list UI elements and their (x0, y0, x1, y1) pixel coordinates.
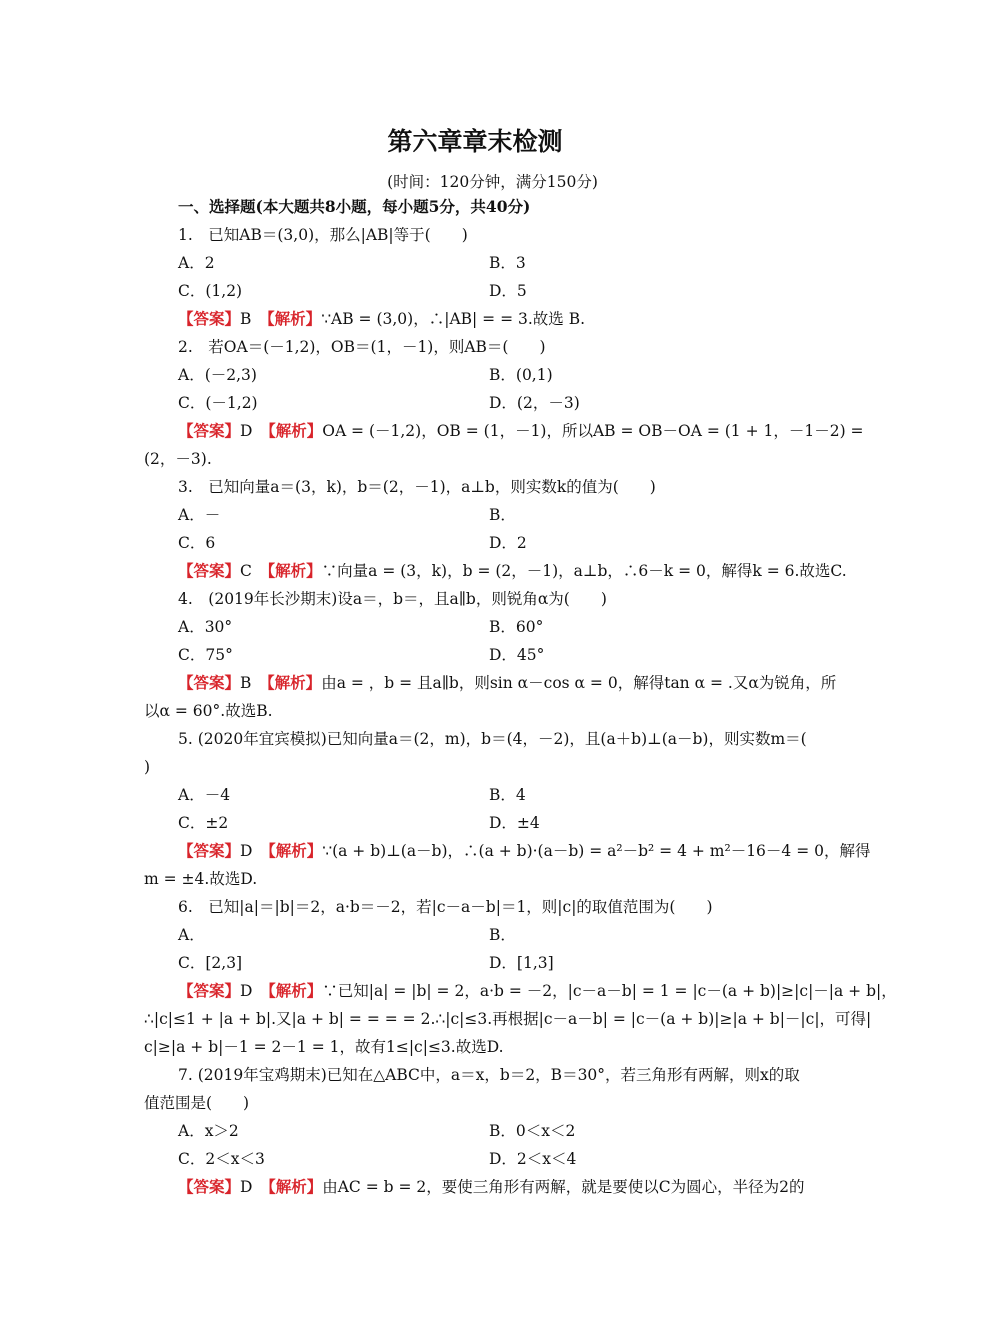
analysis-text: ∵AB = (3,0)，∴|AB| = = 3.故选 B. (321, 310, 586, 328)
question-7-solution (144, 1173, 808, 1201)
option-a: A．－ (178, 506, 221, 524)
analysis-tag: 【解析】 (267, 421, 323, 440)
answer-value: C (240, 562, 252, 580)
analysis-tag: 【解析】 (266, 309, 322, 328)
question-1-options-ab (144, 249, 808, 277)
question-7-stem-cont: 值范围是( ) (144, 1094, 250, 1112)
analysis-text: ∵向量a = (3，k)，b = (2，－1)，a⊥b，∴6－k = 0，解得k = 6.故选C. (321, 562, 847, 580)
answer-tag: 【答案】 (178, 1177, 241, 1196)
question-5-stem: 5. (2020年宜宾模拟)已知向量a＝(2，m)，b＝(4，－2)，且(a＋b)⊥(a－b)，则实数m＝( (178, 730, 807, 748)
question-5-solution-cont: m = ±4.故选D. (144, 870, 258, 888)
answer-value: B (240, 674, 252, 692)
option-a: A． (178, 926, 205, 944)
analysis-tag: 【解析】 (267, 981, 323, 1000)
question-1-solution (144, 305, 808, 333)
answer-value: D (240, 842, 253, 860)
analysis-tag: 【解析】 (267, 561, 322, 580)
question-4-solution (144, 669, 837, 697)
option-d: D．2 (489, 534, 527, 552)
question-1-stem: 1. 已知AB＝(3,0)，那么|AB|等于( ) (178, 226, 468, 244)
analysis-text: 由a = ，b = 且a∥b，则sin α－cos α = 0，解得tan α = .又α为锐角，所 (321, 674, 837, 692)
question-6-solution (144, 977, 897, 1005)
option-c: C．6 (178, 534, 216, 552)
answer-value: D (240, 422, 253, 440)
option-d: D．5 (489, 282, 527, 300)
analysis-text: ∵(a + b)⊥(a－b)，∴(a + b)·(a－b) = a²－b² = 4 + m²－16－4 = 0，解得 (322, 842, 871, 860)
answer-tag: 【答案】 (178, 309, 241, 328)
question-2-options-ab (144, 361, 808, 389)
question-5-stem-cont: ) (144, 758, 151, 776)
option-d: D．[1,3] (489, 954, 554, 972)
question-1-options-cd (144, 277, 808, 305)
option-b: B．3 (489, 254, 526, 272)
question-5-options-cd (144, 809, 808, 837)
question-7-options-cd (144, 1145, 808, 1173)
question-6-options-cd (144, 949, 808, 977)
answer-value: B (240, 310, 252, 328)
answer-tag: 【答案】 (178, 673, 241, 692)
question-4-options-ab (144, 613, 808, 641)
analysis-tag: 【解析】 (266, 673, 322, 692)
option-a: A．x＞2 (178, 1122, 239, 1140)
question-4-options-cd (144, 641, 808, 669)
question-4-solution-cont: 以α = 60°.故选B. (144, 702, 273, 720)
answer-value: D (240, 1178, 253, 1196)
option-c: C．75° (178, 646, 233, 664)
option-d: D．45° (489, 646, 545, 664)
option-a: A．(－2,3) (178, 366, 257, 384)
option-c: C．2＜x＜3 (178, 1150, 265, 1168)
analysis-text: OA = (－1,2)，OB = (1，－1)，所以AB = OB－OA = (1 + 1，－1－2) = (322, 422, 864, 440)
question-3-options-cd (144, 529, 808, 557)
question-6-solution-cont-2: c|≥|a + b|－1 = 2－1 = 1，故有1≤|c|≤3.故选D. (144, 1038, 504, 1056)
option-a: A．30° (178, 618, 233, 636)
page-title: 第六章章末检测 (387, 127, 563, 156)
question-3-solution (144, 557, 847, 585)
question-6-options-ab (144, 921, 808, 949)
answer-tag: 【答案】 (178, 841, 241, 860)
option-a: A．－4 (178, 786, 231, 804)
answer-tag: 【答案】 (178, 421, 241, 440)
question-list (144, 193, 897, 1201)
analysis-text: 由AC = b = 2，要使三角形有两解，就是要使以C为圆心，半径为2的 (322, 1178, 805, 1196)
question-3-options-ab (144, 501, 808, 529)
analysis-tag: 【解析】 (267, 1177, 323, 1196)
option-b: B． (489, 506, 516, 524)
option-d: D．±4 (489, 814, 540, 832)
answer-tag: 【答案】 (178, 981, 241, 1000)
option-d: D．2＜x＜4 (489, 1150, 577, 1168)
analysis-text: ∵已知|a| = |b| = 2，a·b = －2，|c－a－b| = 1 = |c－(a + b)|≥|c|－|a + b|， (322, 982, 897, 1000)
question-2-options-cd (144, 389, 808, 417)
option-b: B．(0,1) (489, 366, 553, 384)
question-6-stem: 6. 已知|a|＝|b|＝2，a·b＝－2，若|c－a－b|＝1，则|c|的取值范围为( ) (178, 898, 713, 916)
exam-info: (时间：120分钟，满分150分) (387, 173, 598, 191)
question-7-stem: 7. (2019年宝鸡期末)已知在△ABC中，a＝x，b＝2，B＝30°，若三角形有两解，则x的取 (178, 1066, 800, 1084)
question-3-stem: 3. 已知向量a＝(3，k)，b＝(2，－1)，a⊥b，则实数k的值为( ) (178, 478, 656, 496)
option-c: C．(1,2) (178, 282, 243, 300)
option-d: D．(2，－3) (489, 394, 580, 412)
option-b: B． (489, 926, 516, 944)
question-2-solution-cont: (2，－3). (144, 450, 212, 468)
option-b: B．0＜x＜2 (489, 1122, 576, 1140)
question-6-solution-cont: ∴|c|≤1 + |a + b|.又|a + b| = = = = 2.∴|c|≤3.再根据|c－a－b| = |c－(a + b)|≥|a + b|－|c|，可得| (144, 1010, 872, 1028)
option-b: B．4 (489, 786, 526, 804)
option-c: C．[2,3] (178, 954, 243, 972)
option-c: C．(－1,2) (178, 394, 258, 412)
option-a: A．2 (178, 254, 215, 272)
question-2-stem: 2. 若OA＝(－1,2)，OB＝(1，－1)，则AB＝( ) (178, 338, 546, 356)
option-b: B．60° (489, 618, 544, 636)
analysis-tag: 【解析】 (267, 841, 323, 860)
option-c: C．±2 (178, 814, 229, 832)
question-4-stem: 4. (2019年长沙期末)设a＝，b＝，且a∥b，则锐角α为( ) (178, 590, 607, 608)
answer-tag: 【答案】 (178, 561, 241, 580)
question-5-solution (144, 837, 871, 865)
question-2-solution (144, 417, 864, 445)
question-5-options-ab (144, 781, 808, 809)
answer-value: D (240, 982, 253, 1000)
question-7-options-ab (144, 1117, 808, 1145)
section-heading: 一、选择题(本大题共8小题，每小题5分，共40分) (178, 197, 531, 216)
